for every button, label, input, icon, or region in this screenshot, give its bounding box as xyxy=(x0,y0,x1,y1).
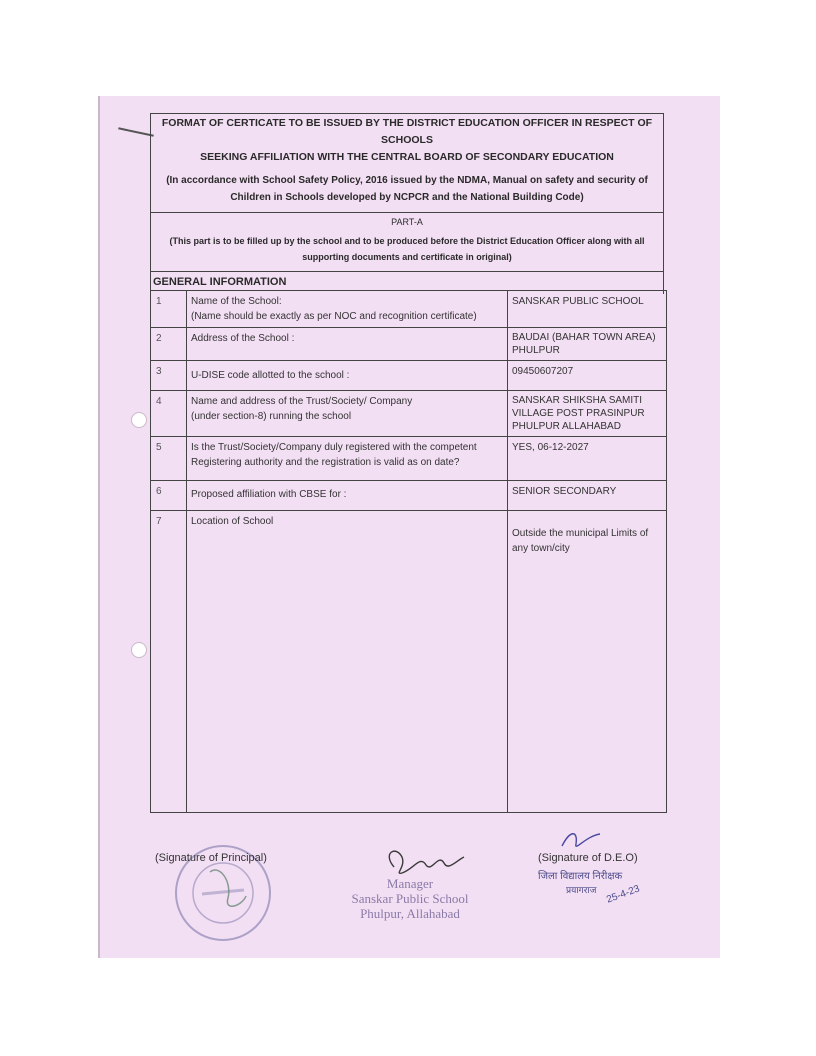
answer-cell: YES, 06-12-2027 xyxy=(508,437,667,481)
answer-cell: SENIOR SECONDARY xyxy=(508,481,667,511)
document-title: FORMAT OF CERTICATE TO BE ISSUED BY THE DISTRICT EDUCATION OFFICER IN RESPECT OF SCHOOLS SEEKING AFFILIATION WITH THE CENTRAL BOARD OF SECONDARY EDUCATION xyxy=(161,117,653,163)
question-cell: Address of the School : xyxy=(187,328,508,361)
part-label: PART-A xyxy=(391,217,423,227)
punch-hole-bottom xyxy=(131,642,147,658)
document-subtitle: (In accordance with School Safety Policy, 2016 issued by the NDMA, Manual on safety and security of Children in Schools developed by NCPCR and the National Building Code) xyxy=(151,166,663,213)
deo-date-text: 25-4-23 xyxy=(605,883,642,906)
deo-signature-label: (Signature of D.E.O) xyxy=(538,852,638,864)
principal-signature-label: (Signature of Principal) xyxy=(155,852,267,864)
question-cell: Is the Trust/Society/Company duly registered with the competent Registering authority and the registration is valid as on date? xyxy=(187,437,508,481)
table-row xyxy=(151,511,667,813)
document-header xyxy=(150,113,664,294)
answer-cell: SANSKAR SHIKSHA SAMITI VILLAGE POST PRASINPUR PHULPUR ALLAHABAD xyxy=(508,391,667,437)
answer-cell: BAUDAI (BAHAR TOWN AREA) PHULPUR xyxy=(508,328,667,361)
punch-hole-top xyxy=(131,412,147,428)
question-cell: Name and address of the Trust/Society/ Company (under section-8) running the school xyxy=(187,391,508,437)
table-row xyxy=(151,391,667,437)
question-cell: Location of School xyxy=(187,511,508,813)
row-number: 7 xyxy=(151,511,187,813)
table-row xyxy=(151,361,667,391)
row-number: 2 xyxy=(151,328,187,361)
question-cell: U-DISE code allotted to the school : xyxy=(187,361,508,391)
manager-stamp: Manager Sanskar Public School Phulpur, Allahabad xyxy=(351,876,469,921)
deo-place-text: प्रयागराज xyxy=(566,885,597,895)
general-information-table xyxy=(150,290,667,813)
row-number: 3 xyxy=(151,361,187,391)
row-number: 6 xyxy=(151,481,187,511)
row-number: 1 xyxy=(151,291,187,328)
row-number: 4 xyxy=(151,391,187,437)
deo-signature-icon xyxy=(556,826,606,854)
table-row xyxy=(151,328,667,361)
row-number: 5 xyxy=(151,437,187,481)
deo-stamp-text: जिला विद्यालय निरीक्षक xyxy=(538,871,623,882)
answer-cell: SANSKAR PUBLIC SCHOOL xyxy=(508,291,667,328)
question-cell: Name of the School: (Name should be exactly as per NOC and recognition certificate) xyxy=(187,291,508,328)
table-row xyxy=(151,291,667,328)
answer-cell: Outside the municipal Limits of any town/city xyxy=(508,511,667,813)
section-heading: GENERAL INFORMATION xyxy=(153,276,287,288)
table-row xyxy=(151,437,667,481)
answer-cell: 09450607207 xyxy=(508,361,667,391)
instruction-note: (This part is to be filled up by the school and to be produced before the District Education Officer along with all supporting documents and certificate in original) xyxy=(151,229,663,272)
manager-signature-icon xyxy=(380,843,470,879)
question-cell: Proposed affiliation with CBSE for : xyxy=(187,481,508,511)
table-row xyxy=(151,481,667,511)
